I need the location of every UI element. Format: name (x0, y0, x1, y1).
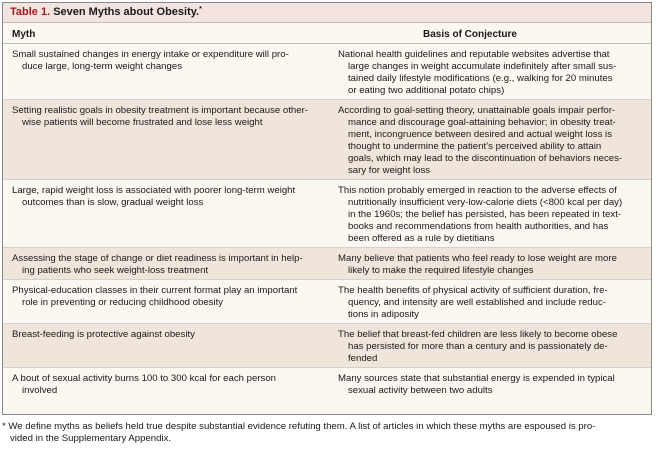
table-title-marker: * (199, 6, 202, 13)
myth-cell (12, 285, 324, 309)
text-line: has persisted for more than a century and is passionately de- (348, 341, 608, 352)
basis-cell (338, 185, 644, 245)
text-line: tained daily lifestyle modifications (e.g., walking for 20 minutes (348, 73, 613, 84)
text-line: or eating two additional potato chips) (348, 85, 505, 96)
text-line: books and recommendations from health authorities, and has (348, 221, 609, 232)
table-frame (2, 2, 652, 415)
basis-cell (338, 373, 644, 397)
myth-cell (12, 329, 324, 341)
myth-cell (12, 253, 324, 277)
text-line: ment, incongruence between desired and actual weight loss is (348, 129, 612, 140)
text-line: quency, and intensity are well established and include reduc- (348, 297, 606, 308)
table-row (3, 324, 651, 368)
text-line: nutritionally insufficient very-low-calorie diets (<800 kcal per day) (348, 197, 623, 208)
text-line: Physical-education classes in their current format play an important (12, 285, 298, 296)
text-line: thought to undermine the patient’s perceived ability to attain (348, 141, 602, 152)
text-line: Assessing the stage of change or diet readiness is important in help- (12, 253, 303, 264)
footnote-text: We define myths as beliefs held true despite substantial evidence refuting them. A list of articles in which these myths are espoused is pro- (8, 421, 596, 432)
text-line: ing patients who seek weight-loss treatment (22, 265, 209, 276)
text-line: been offered as a rule by dietitians (348, 233, 495, 244)
text-line: mance and discourage goal-attaining behavior; in obesity treat- (348, 117, 616, 128)
text-line: Many believe that patients who feel ready to lose weight are more (338, 253, 617, 264)
text-line: Small sustained changes in energy intake or expenditure will pro- (12, 49, 289, 60)
text-line: sary for weight loss (348, 165, 431, 176)
text-line: Setting realistic goals in obesity treatment is important because other- (12, 105, 308, 116)
text-line: Many sources state that substantial energy is expended in typical (338, 373, 615, 384)
table-footnote (2, 421, 652, 445)
text-line: National health guidelines and reputable websites advertise that (338, 49, 610, 60)
table-header (3, 23, 651, 44)
text-line (2, 421, 652, 433)
text-line: wise patients will become frustrated and lose less weight (22, 117, 263, 128)
text-line: Breast-feeding is protective against obesity (12, 329, 195, 340)
text-line: According to goal-setting theory, unattainable goals impair perfor- (338, 105, 616, 116)
basis-cell (338, 49, 644, 97)
table-row (3, 100, 651, 180)
text-line: likely to make the required lifestyle changes (348, 265, 534, 276)
table-row (3, 248, 651, 280)
text-line: The belief that breast-fed children are less likely to become obese (338, 329, 618, 340)
myth-cell (12, 49, 324, 73)
table-row (3, 280, 651, 324)
basis-cell (338, 285, 644, 321)
text-line: fended (348, 353, 378, 364)
table-row (3, 368, 651, 412)
myth-cell (12, 105, 324, 129)
text-line: This notion probably emerged in reaction to the adverse effects of (338, 185, 617, 196)
footnote-marker: * (2, 421, 6, 432)
text-line: Large, rapid weight loss is associated with poorer long-term weight (12, 185, 296, 196)
basis-cell (338, 105, 644, 177)
text-line: duce large, long-term weight changes (22, 61, 182, 72)
column-header-basis: Basis of Conjecture (423, 29, 517, 40)
column-header-myth: Myth (12, 29, 36, 40)
basis-cell (338, 253, 644, 277)
text-line: in the 1960s; the belief has persisted, has been repeated in text- (348, 209, 622, 220)
text-line: sexual activity between two adults (348, 385, 493, 396)
table-title: Seven Myths about Obesity. (53, 6, 200, 18)
table-title-bar (3, 3, 651, 23)
text-line: The health benefits of physical activity of sufficient duration, fre- (338, 285, 608, 296)
text-line: tions in adiposity (348, 309, 419, 320)
myth-cell (12, 373, 324, 397)
text-line: outcomes than is slow, gradual weight loss (22, 197, 204, 208)
table-row (3, 180, 651, 248)
text-line: goals, which may lead to the discontinuation of behaviors neces- (348, 153, 623, 164)
basis-cell (338, 329, 644, 365)
text-line: A bout of sexual activity burns 100 to 300 kcal for each person (12, 373, 276, 384)
myth-cell (12, 185, 324, 209)
text-line: large changes in weight accumulate indefinitely after small sus- (348, 61, 617, 72)
text-line: involved (22, 385, 58, 396)
table-row (3, 44, 651, 100)
text-line: role in preventing or reducing childhood obesity (22, 297, 224, 308)
table-label: Table 1. (10, 6, 51, 18)
text-line: vided in the Supplementary Appendix. (10, 433, 172, 444)
